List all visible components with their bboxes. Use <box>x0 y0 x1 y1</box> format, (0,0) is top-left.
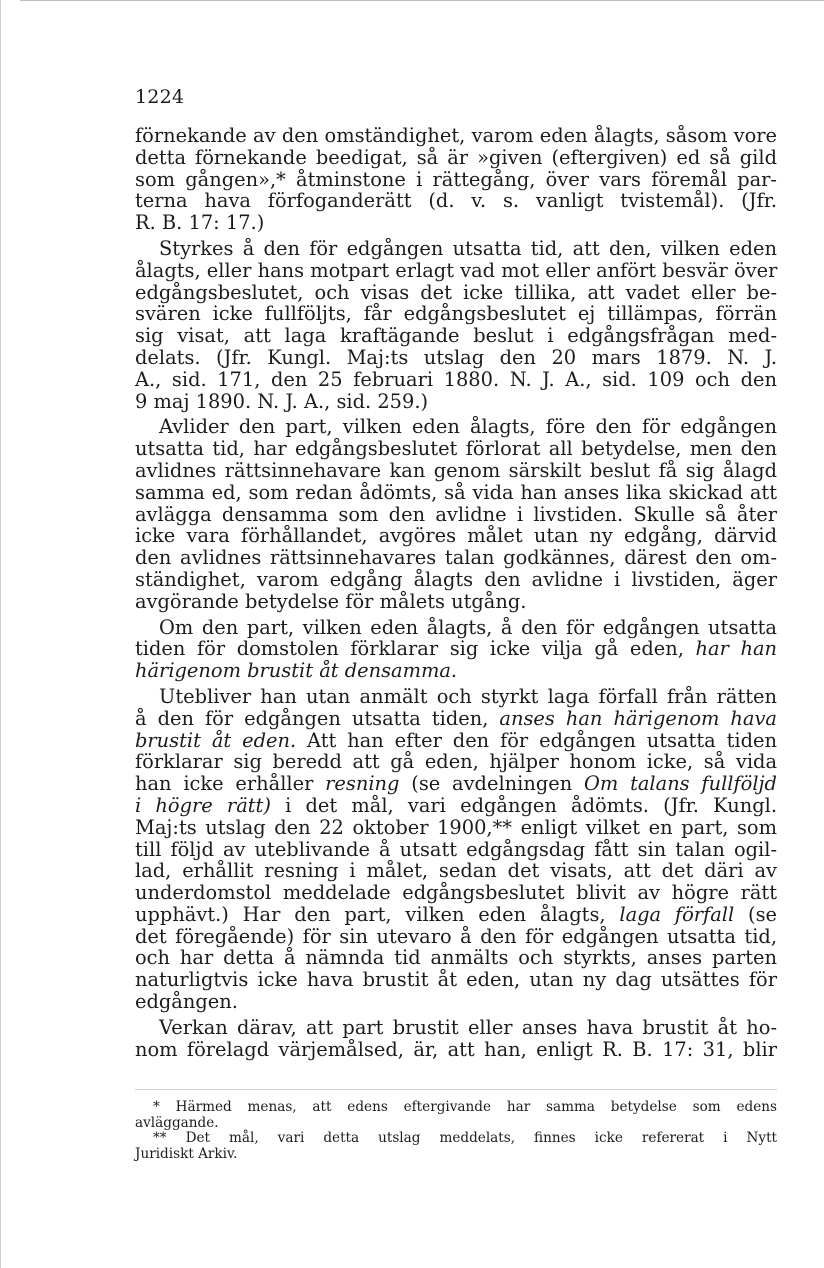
italic-run: i högre rätt) <box>135 793 271 817</box>
italic-run: Om talans fullföljd <box>584 772 777 796</box>
italic-run: anses han härigenom hava <box>499 706 777 730</box>
footnote-line: Juridiskt Arkiv. <box>135 1145 238 1162</box>
page-number: 1224 <box>135 86 185 108</box>
text-line: terna hava förfoganderätt (d. v. s. vanligt tvistemål). (Jfr. <box>135 189 777 213</box>
text-line: ständighet, varom edgång ålagts den avlidne i livstiden, äger <box>135 567 777 591</box>
text-run: i det mål, vari edgången ådömts. (Jfr. Kungl. <box>285 793 777 817</box>
footnote-divider <box>135 1089 777 1090</box>
italic-run: brustit åt eden. <box>135 728 297 752</box>
footnote-line: * Härmed menas, att edens eftergivande har samma betydelse som edens <box>153 1099 777 1115</box>
text-line: icke vara förhållandet, avgöres målet utan ny edgång, därvid <box>135 524 777 548</box>
text-line: 9 maj 1890. N. J. A., sid. 259.) <box>135 389 429 413</box>
text-run: tiden för domstolen förklarar sig icke vilja gå eden, <box>135 637 684 661</box>
text-line: förnekande av den omständighet, varom eden ålagts, såsom vore <box>135 124 777 147</box>
text-line: naturligtvis icke hava brustit åt eden, utan ny dag utsättes för <box>135 968 777 992</box>
paragraph-6 <box>135 1017 777 1061</box>
text-line: delats. (Jfr. Kungl. Maj:ts utslag den 20 mars 1879. N. J. <box>135 345 777 369</box>
text-run: upphävt.) Har den part, vilken eden ålagts, <box>135 902 606 926</box>
footnotes <box>135 1100 777 1162</box>
text-line: Styrkes å den för edgången utsatta tid, att den, vilken eden <box>159 236 777 260</box>
text-line <box>135 730 777 752</box>
text-line: detta förnekande beedigat, så är »given (eftergiven) ed så gild <box>135 145 777 169</box>
body-text <box>135 125 777 1064</box>
text-run: han icke erhåller <box>135 772 314 796</box>
text-line: edgångsbeslutet, och visas det icke tillika, att vadet eller be- <box>135 280 777 304</box>
text-line: ålagts, eller hans motpart erlagt vad mot eller anfört besvär över <box>135 258 778 282</box>
text-line: avgörande betydelse för målets utgång. <box>135 589 527 613</box>
text-line: och har detta å nämnda tid anmälts och styrkts, anses parten <box>135 946 777 970</box>
text-line: avlägga densamma som den avlidne i livstiden. Skulle så åter <box>135 502 777 526</box>
text-line <box>135 773 777 795</box>
text-line: utsatta tid, har edgångsbeslutet förlorat all betydelse, men den <box>135 437 777 461</box>
text-line: förklarar sig beredd att gå eden, hjälper honom icke, så vida <box>135 750 777 774</box>
paragraph-1 <box>135 125 777 234</box>
text-line: Maj:ts utslag den 22 oktober 1900,** enligt vilket en part, som <box>135 815 777 839</box>
text-line: nom förelagd värjemålsed, är, att han, enligt R. B. 17: 31, blir <box>135 1037 777 1061</box>
text-line: till följd av uteblivande å utsatt edgångsdag fått sin talan ogil- <box>135 837 777 861</box>
page-left-edge <box>0 0 1 1268</box>
text-line: A., sid. 171, den 25 februari 1880. N. J. A., sid. 109 och den <box>135 367 777 391</box>
text-line: sig visat, att laga kraftägande beslut i edgångsfrågan med- <box>135 324 777 348</box>
text-line: avlidnes rättsinnehavare kan genom särskilt beslut få sig ålagd <box>135 458 777 482</box>
paragraph-3 <box>135 416 777 612</box>
italic-run: resning <box>325 772 400 796</box>
text-line: underdomstol meddelade edgångsbeslutet blivit av högre rätt <box>135 881 777 905</box>
text-run: (se <box>748 902 777 926</box>
text-line: edgången. <box>135 990 238 1014</box>
page-top-edge <box>20 0 824 1</box>
paragraph-4 <box>135 617 777 682</box>
text-line: det föregående) för sin utevaro å den för edgången utsatta tid, <box>135 924 777 948</box>
italic-run: laga förfall <box>619 902 735 926</box>
text-line: svären icke fullföljts, får edgångsbeslutet ej tillämpas, förrän <box>135 302 777 326</box>
footnote-line: ** Det mål, vari detta utslag meddelats, finnes icke refererat i Nytt <box>153 1130 777 1147</box>
italic-run: härigenom brustit åt densamma. <box>135 659 458 683</box>
text-line: lad, erhållit resning i målet, sedan det visats, att det däri av <box>135 859 777 883</box>
text-line: R. B. 17: 17.) <box>135 211 265 235</box>
text-line <box>135 660 777 682</box>
text-line: den avlidnes rättsinnehavares talan godkännes, därest den om- <box>135 546 777 570</box>
text-run: Att han efter den för edgången utsatta tiden <box>307 728 777 752</box>
text-line: Om den part, vilken eden ålagts, å den för edgången utsatta <box>159 615 777 639</box>
text-line: Avlider den part, vilken eden ålagts, före den för edgången <box>159 415 777 439</box>
text-run: (se avdelningen <box>411 772 573 796</box>
text-line <box>135 708 777 730</box>
text-line: Uteblivеr han utan anmält och styrkt laga förfall från rätten <box>159 684 777 708</box>
text-line: Verkan därav, att part brustit eller anses hava brustit åt ho- <box>159 1015 777 1039</box>
text-line: samma ed, som redan ådömts, så vida han anses lika skickad att <box>135 480 777 504</box>
text-line <box>135 904 777 926</box>
paragraph-2 <box>135 238 777 412</box>
text-line: som gången»,* åtminstone i rättegång, över vars föremål par- <box>135 167 777 191</box>
footnote-line: avläggande. <box>135 1114 219 1131</box>
paragraph-5 <box>135 686 777 1013</box>
text-line <box>135 638 777 660</box>
text-run: å den för edgången utsatta tiden, <box>135 706 489 730</box>
italic-run: har han <box>695 637 777 661</box>
text-line <box>135 795 777 817</box>
